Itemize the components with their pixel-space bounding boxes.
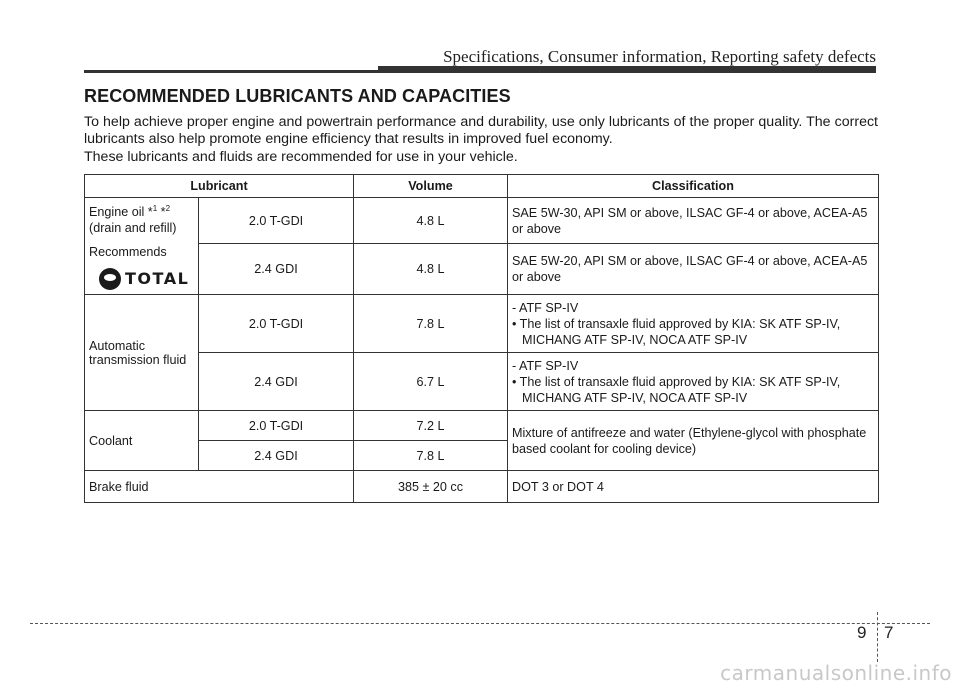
table-row (85, 244, 879, 295)
engine-oil-engine-2: 2.4 GDI (199, 244, 354, 295)
intro-paragraph-2: These lubricants and fluids are recommended for use in your vehicle. (84, 149, 518, 165)
table-header-row (85, 175, 879, 198)
atf-volume-2: 6.7 L (354, 353, 508, 411)
coolant-class: Mixture of antifreeze and water (Ethylene-glycol with phosphate based coolant for cooling device) (508, 411, 879, 471)
coolant-engine-1: 2.0 T-GDI (199, 411, 354, 441)
header-lubricant: Lubricant (85, 175, 354, 198)
intro-paragraph-1: To help achieve proper engine and powertrain performance and durability, use only lubricants of the proper quality. The correct lubricants also help promote engine efficiency that results in improved fuel economy. (84, 114, 878, 147)
atf-class-1 (508, 295, 879, 353)
table-row (85, 411, 879, 441)
atf-class-1-line2: • The list of transaxle fluid approved by KIA: SK ATF SP-IV, (512, 316, 841, 331)
engine-oil-class-2: SAE 5W-20, API SM or above, ILSAC GF-4 or above, ACEA-A5 or above (508, 244, 879, 295)
coolant-volume-1: 7.2 L (354, 411, 508, 441)
lubricants-table (84, 174, 879, 503)
atf-engine-1: 2.0 T-GDI (199, 295, 354, 353)
table-row (85, 295, 879, 353)
engine-oil-name: Engine oil * (89, 205, 153, 220)
table-row (85, 198, 879, 244)
atf-class-2-line1: - ATF SP-IV (512, 358, 579, 373)
atf-class-2-line2: • The list of transaxle fluid approved by KIA: SK ATF SP-IV, (512, 374, 841, 389)
chapter-title: Specifications, Consumer information, Reporting safety defects (443, 47, 876, 66)
atf-name: Automatic transmission fluid (85, 295, 199, 411)
engine-oil-sub: (drain and refill) (89, 221, 177, 236)
engine-oil-class-1: SAE 5W-30, API SM or above, ILSAC GF-4 or above, ACEA-A5 or above (508, 198, 879, 244)
footnote-mark-2: 2 (165, 204, 171, 213)
engine-oil-cell (85, 198, 199, 295)
atf-class-1-line1: - ATF SP-IV (512, 300, 579, 315)
atf-engine-2: 2.4 GDI (199, 353, 354, 411)
coolant-volume-2: 7.8 L (354, 441, 508, 471)
header-volume: Volume (354, 175, 508, 198)
engine-oil-volume-2: 4.8 L (354, 244, 508, 295)
atf-class-2-line3: MICHANG ATF SP-IV, NOCA ATF SP-IV (522, 390, 748, 405)
total-logo-icon (99, 268, 121, 290)
total-logo (99, 268, 189, 290)
atf-class-2 (508, 353, 879, 411)
engine-oil-recommends: Recommends (89, 245, 167, 260)
total-logo-text: TOTAL (125, 269, 190, 289)
engine-oil-volume-1: 4.8 L (354, 198, 508, 244)
header-rule-thick (378, 66, 876, 73)
page-chapter-number: 9 (857, 623, 867, 642)
footnote-mark-1: 1 (152, 204, 158, 213)
table-row (85, 353, 879, 411)
coolant-name: Coolant (85, 411, 199, 471)
coolant-engine-2: 2.4 GDI (199, 441, 354, 471)
footer-divider (30, 623, 930, 624)
atf-volume-1: 7.8 L (354, 295, 508, 353)
engine-oil-engine-1: 2.0 T-GDI (199, 198, 354, 244)
brake-volume: 385 ± 20 cc (354, 471, 508, 503)
page-number-separator (877, 612, 878, 662)
table-row (85, 471, 879, 503)
brake-name: Brake fluid (85, 471, 354, 503)
header-classification: Classification (508, 175, 879, 198)
engine-oil-mid: * (157, 205, 166, 220)
watermark: carmanualsonline.info (720, 661, 952, 685)
section-title: RECOMMENDED LUBRICANTS AND CAPACITIES (84, 86, 511, 106)
atf-class-1-line3: MICHANG ATF SP-IV, NOCA ATF SP-IV (522, 332, 748, 347)
page-number: 7 (884, 623, 894, 642)
brake-class: DOT 3 or DOT 4 (508, 471, 879, 503)
